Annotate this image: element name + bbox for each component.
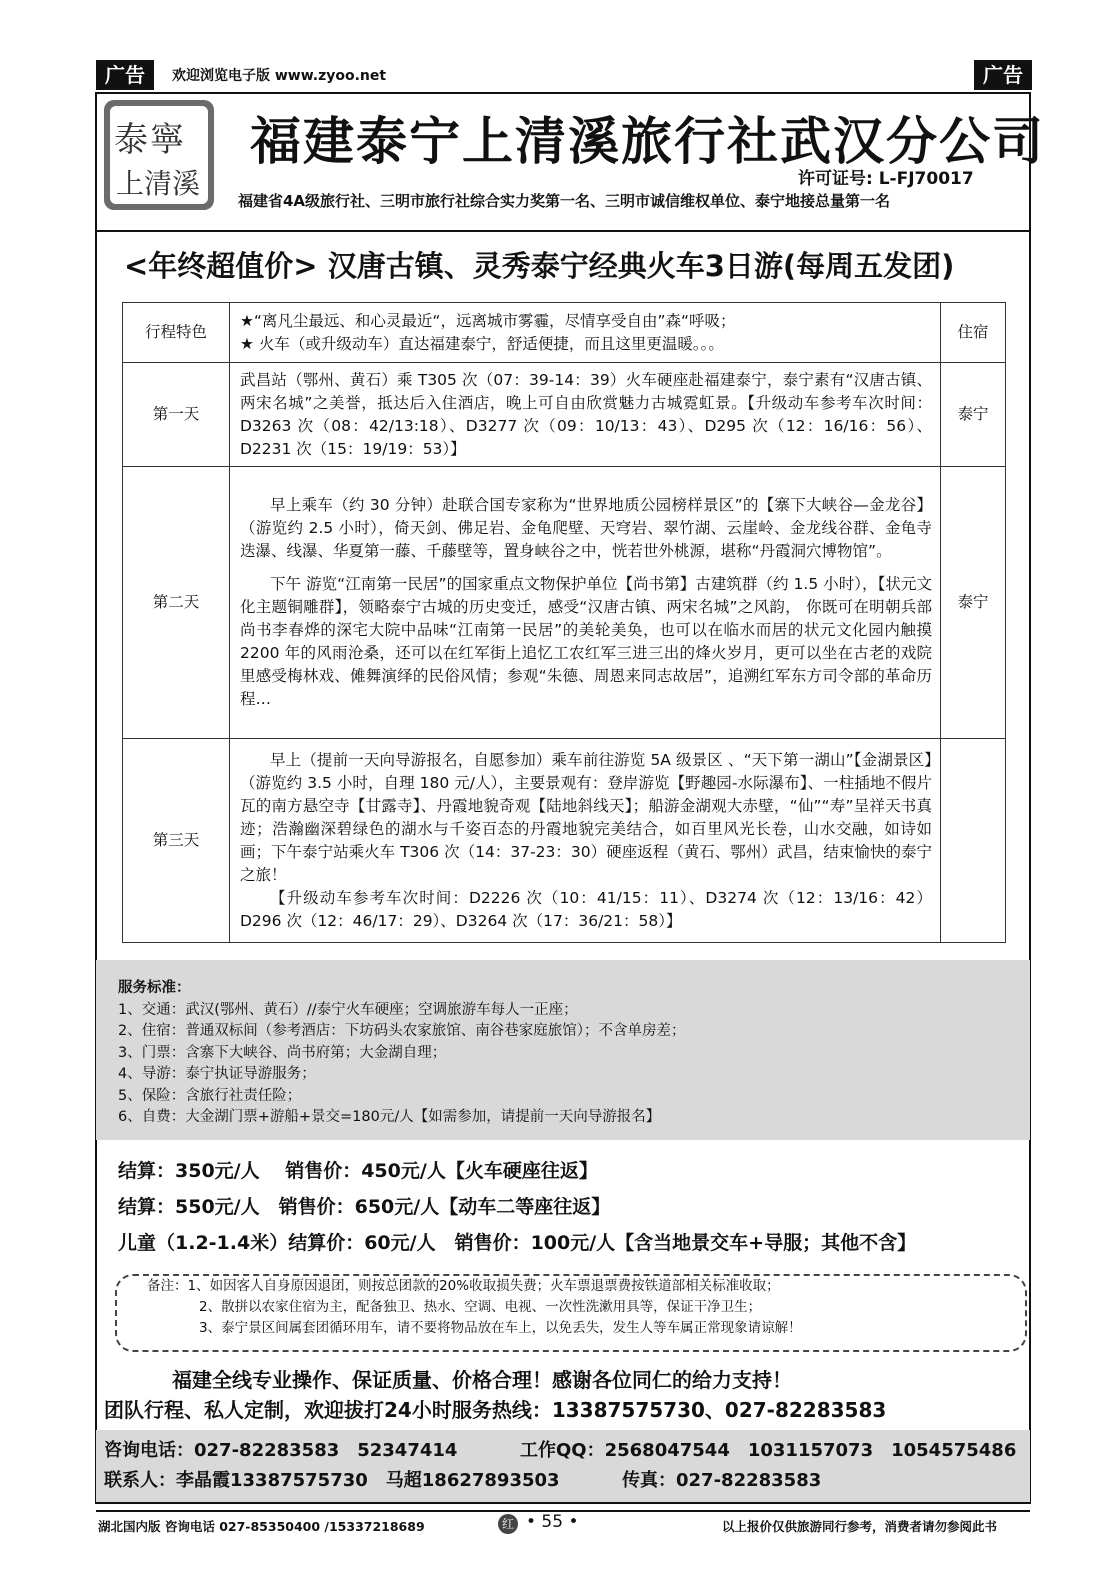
edition-badge-icon: 红 — [498, 1514, 518, 1534]
phone-value: 027-82283583 52347414 — [194, 1440, 458, 1461]
feature-cell — [230, 303, 941, 363]
day-paragraph: 【升级动车参考车次时间：D2226 次（10：41/15：11）、D3274 次（12：13/16：42）D296 次（12：46/17：29）、D3264 次（17：36/21：58）】 — [240, 888, 932, 930]
services-heading: 服务标准： — [118, 980, 191, 996]
header-tagline: 欢迎浏览电子版 www.zyoo.net — [172, 68, 387, 84]
day-label: 第一天 — [123, 363, 230, 467]
fax-label: 传真： — [622, 1470, 676, 1491]
company-honors: 福建省4A级旅行社、三明市旅行社综合实力奖第一名、三明市诚信维权单位、泰宁地接总量第一名 — [238, 192, 891, 210]
license-number: 许可证号: L-FJ70017 — [798, 169, 974, 189]
company-name: 福建泰宁上清溪旅行社武汉分公司 — [250, 112, 1046, 172]
ad-label-right: 广告 — [974, 60, 1032, 90]
person-label: 联系人： — [104, 1470, 176, 1491]
accommodation-label: 住宿 — [941, 303, 1006, 363]
day-paragraph: 早上（提前一天向导游报名，自愿参加）乘车前往游览 5A 级景区 、“天下第一湖山”【金湖景区】（游览约 3.5 小时，自理 180 元/人），主要景观有：登岸游览【野趣园-水际瀑布】、一柱插地不假片瓦的南方悬空寺【甘露寺】、丹霞地貌奇观【陆地斜线天】；船游金湖观大赤壁，“仙”“寿”呈祥天书真迹；浩瀚幽深碧绿色的湖水与千姿百态的丹霞地貌完美结合，如百里风光长卷，山水交融，如诗如画；下午泰宁站乘火车 T306 次（14：37-23：30）硬座返程（黄石、鄂州）武昌，结束愉快的泰宁之旅！ — [240, 750, 932, 884]
day-row — [123, 739, 1006, 943]
day-paragraph: 武昌站（鄂州、黄石）乘 T305 次（07：39-14：39）火车硬座赴福建泰宁，泰宁素有“汉唐古镇、两宋名城”之美誉，抵达后入住酒店，晚上可自由欣赏魅力古城霓虹景。【升级动车参考车次时间：D3263 次（08：42/13:18）、D3277 次（09：10/13：43）、D295 次（12：16/16：56）、D2231 次（15：19/19：53）】 — [240, 370, 932, 458]
logo-text-top: 泰寧 — [114, 120, 186, 160]
footer-left: 湖北国内版 咨询电话 027-85350400 /15337218689 — [98, 1519, 425, 1534]
fax-value: 027-82283583 — [676, 1470, 822, 1491]
day-description — [230, 467, 941, 739]
day-label: 第三天 — [123, 739, 230, 943]
logo-text-bottom: 上清溪 — [116, 167, 201, 200]
itinerary-table — [122, 302, 1006, 943]
day-stay: 泰宁 — [941, 467, 1006, 739]
phone-label: 咨询电话： — [104, 1440, 194, 1461]
footer-right: 以上报价仅供旅游同行参考，消费者请勿参阅此书 — [722, 1519, 998, 1534]
day-description — [230, 363, 941, 467]
divider — [96, 230, 1030, 232]
feature-line: ★ 火车（或升级动车）直达福建泰宁，舒适便捷，而且这里更温暖。。。 — [240, 334, 724, 353]
price-line-train: 结算：350元/人 销售价：450元/人【火车硬座往返】 — [118, 1160, 598, 1182]
person-value: 李晶霞13387575730 马超18627893503 — [176, 1470, 560, 1491]
price-line-bullet-train: 结算：550元/人 销售价：650元/人【动车二等座往返】 — [118, 1196, 611, 1218]
company-logo — [104, 100, 214, 210]
features-row — [123, 303, 1006, 363]
day-description — [230, 739, 941, 943]
service-item: 3、门票：含寨下大峡谷、尚书府第；大金湖自理； — [118, 1044, 447, 1061]
slogan-line: 福建全线专业操作、保证质量、价格合理！感谢各位同仁的给力支持！ — [172, 1368, 792, 1392]
service-item: 2、住宿：普通双标间（参考酒店：下坊码头农家旅馆、南谷巷家庭旅馆）；不含单房差； — [118, 1023, 686, 1039]
service-item: 5、保险：含旅行社责任险； — [118, 1087, 302, 1104]
service-item: 4、导游：泰宁执证导游服务； — [118, 1066, 316, 1082]
notes-box — [115, 1274, 1027, 1352]
note-line: 2、散拼以农家住宿为主，配备独卫、热水、空调、电视、一次性洗漱用具等，保证干净卫生； — [199, 1299, 762, 1315]
note-line: 3、泰宁景区间属套团循环用车，请不要将物品放在车上，以免丢失，发生人等车属正常现象请谅解！ — [199, 1320, 802, 1336]
qq-label: 工作QQ： — [520, 1440, 605, 1461]
feature-line: ★“离凡尘最远、和心灵最近“，远离城市雾霾，尽情享受自由”森“呼吸； — [240, 311, 736, 330]
service-standards — [96, 960, 1030, 1140]
price-line-child: 儿童（1.2-1.4米）结算价：60元/人 销售价：100元/人【含当地景交车+导服；其他不含】 — [118, 1232, 917, 1254]
qq-value: 2568047544 1031157073 1054575486 — [604, 1440, 1017, 1461]
day-row — [123, 363, 1006, 467]
service-item: 6、自费：大金湖门票+游船+景交=180元/人【如需参加，请提前一天向导游报名】 — [118, 1109, 661, 1125]
feature-label: 行程特色 — [123, 303, 230, 363]
day-stay: 泰宁 — [941, 363, 1006, 467]
tour-title: <年终超值价> 汉唐古镇、灵秀泰宁经典火车3日游(每周五发团) — [124, 249, 955, 283]
contact-qq — [520, 1436, 1016, 1462]
page-number: • 55 • — [526, 1512, 579, 1532]
day-stay — [941, 739, 1006, 943]
day-row — [123, 467, 1006, 739]
logo-seal — [110, 106, 208, 204]
contact-fax — [622, 1466, 821, 1492]
day-paragraph: 早上乘车（约 30 分钟）赴联合国专家称为“世界地质公园榜样景区”的【寨下大峡谷—金龙谷】（游览约 2.5 小时），倚天剑、佛足岩、金龟爬壁、天穹岩、翠竹湖、云崖岭、金龙线谷群、金龟寺迭瀑、线瀑、华夏第一藤、千藤壁等，置身峡谷之中，恍若世外桃源，堪称“丹霞洞穴博物馆”。 — [240, 496, 932, 560]
contact-phone — [104, 1436, 457, 1462]
service-item: 1、交通：武汉(鄂州、黄石）//泰宁火车硬座；空调旅游车每人一正座； — [118, 1001, 578, 1018]
contact-person — [104, 1466, 560, 1492]
ad-label-left: 广告 — [96, 60, 154, 90]
hotline-line: 团队行程、私人定制，欢迎拔打24小时服务热线：13387575730、027-82283583 — [104, 1398, 887, 1422]
day-label: 第二天 — [123, 467, 230, 739]
note-line: 备注：1、如因客人自身原因退团，则按总团款的20%收取损失费；火车票退票费按铁道部相关标准收取； — [147, 1278, 780, 1294]
day-paragraph: 下午 游览“江南第一民居”的国家重点文物保护单位【尚书第】古建筑群（约 1.5 小时），【状元文化主题铜雕群】，领略泰宁古城的历史变迁，感受“汉唐古镇、两宋名城”之风韵， 你既可在明朝兵部尚书李春烨的深宅大院中品味“江南第一民居”的美轮美奂，也可以在临水而居的状元文化园内触摸 2200 年的风雨沧桑，还可以在红军街上追忆工农红军三进三出的烽火岁月，更可以坐在古老的戏院里感受梅林戏、傩舞演绎的民俗风情；参观“朱德、周恩来同志故居”，追溯红军东方司令部的革命历程… — [240, 575, 932, 708]
